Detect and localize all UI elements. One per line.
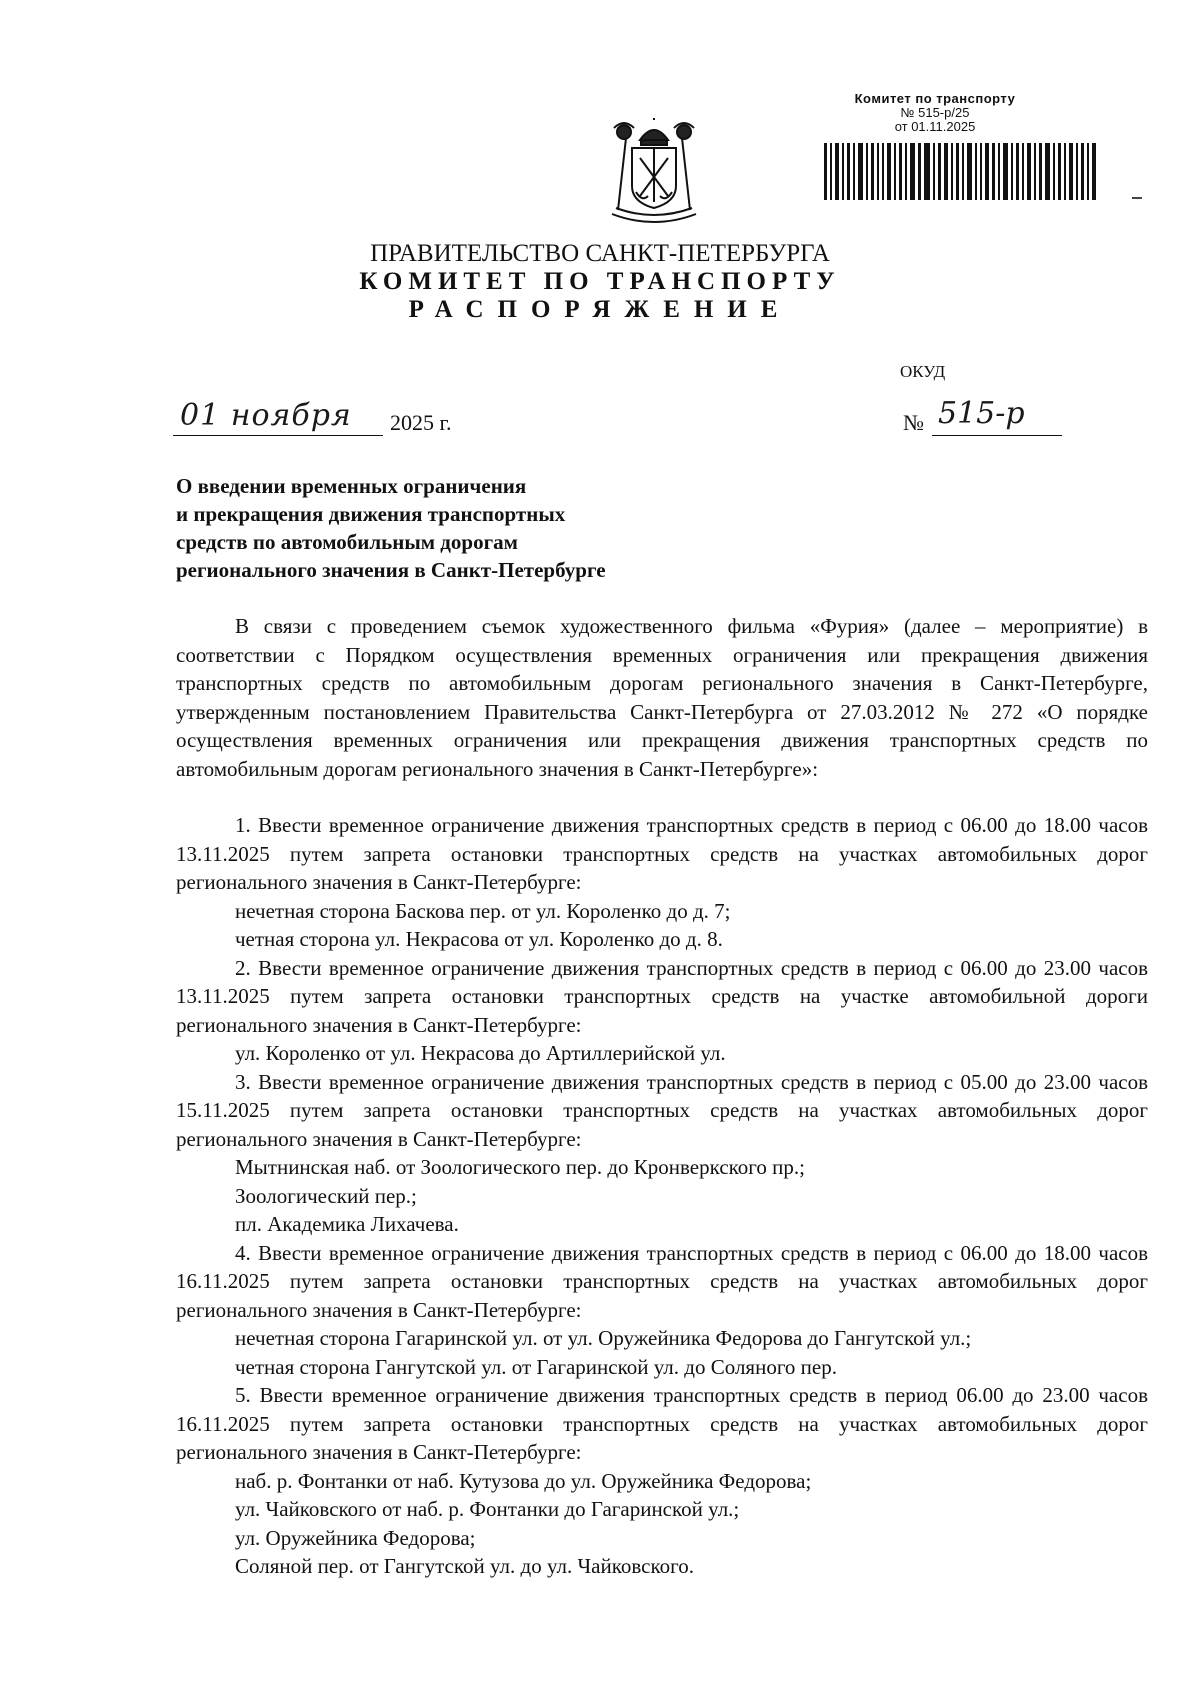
item-1-street: четная сторона ул. Некрасова от ул. Короленко до д. 8. [235,927,723,951]
stamp-date: от 01.11.2025 [894,119,976,134]
stamp-committee: Комитет по транспорту [854,91,1016,106]
title-line: средств по автомобильным дорогам [176,530,518,554]
registration-stamp [820,92,1050,134]
item-3-street: Зоологический пер.; [235,1183,417,1208]
document-body [176,612,1148,1581]
number-sign: № [903,410,924,435]
item-5-street: ул. Чайковского от наб. р. Фонтанки до Гагаринской ул.; [235,1497,740,1521]
stamp-dash [1132,197,1142,199]
item-4: 4. Ввести временное ограничение движения транспортных средств в период с 06.00 до 18.00 часов 16.11.2025 путем запрета остановки транспортных средств на участках автомобильных дорог регионального значения в Санкт-Петербурге: [176,1240,1148,1322]
item-2-street: ул. Короленко от ул. Некрасова до Артиллерийской ул. [235,1041,726,1065]
item-1: 1. Ввести временное ограничение движения транспортных средств в период с 06.00 до 18.00 часов 13.11.2025 путем запрета остановки транспортных средств на участках автомобильных дорог регионального значения в Санкт-Петербурге: [176,813,1148,894]
item-4-street: нечетная сторона Гагаринской ул. от ул. Оружейника Федорова до Гангутской ул.; [235,1326,972,1350]
item-4-street: четная сторона Гангутской ул. от Гагаринской ул. до Соляного пер. [235,1354,837,1379]
stamp-number: № 515-р/25 [900,105,970,120]
item-1-street: нечетная сторона Баскова пер. от ул. Короленко до д. 7; [235,898,731,923]
document-title [176,472,736,584]
item-3-street: пл. Академика Лихачева. [235,1212,459,1236]
item-3-street: Мытнинская наб. от Зоологического пер. до Кронверкского пр.; [235,1155,805,1179]
handwritten-number: 515-р [938,396,1025,431]
barcode [824,143,1100,200]
title-line: и прекращения движения транспортных [176,502,566,526]
document-type: РАСПОРЯЖЕНИЕ [408,296,792,323]
item-5: 5. Ввести временное ограничение движения транспортных средств в период 06.00 до 23.00 часов 16.11.2025 путем запрета остановки транспортных средств на участках автомобильных дорог регионального значения в Санкт-Петербурге: [176,1383,1148,1464]
title-line: регионального значения в Санкт-Петербурге [176,558,606,582]
item-5-street: ул. Оружейника Федорова; [235,1525,476,1550]
date-year: 2025 г. [390,410,452,435]
okud-label: ОКУД [900,362,946,381]
coat-of-arms-icon [598,118,710,226]
title-line: О введении временных ограничения [176,474,527,498]
item-5-street: Соляной пер. от Гангутской ул. до ул. Чайковского. [235,1554,694,1578]
item-5-street: наб. р. Фонтанки от наб. Кутузова до ул. Оружейника Федорова; [235,1468,812,1493]
committee-title: КОМИТЕТ ПО ТРАНСПОРТУ [359,268,841,295]
government-title: ПРАВИТЕЛЬСТВО САНКТ-ПЕТЕРБУРГА [370,240,830,267]
handwritten-date: 01 ноября [180,398,352,433]
item-3: 3. Ввести временное ограничение движения транспортных средств в период с 05.00 до 23.00 часов 15.11.2025 путем запрета остановки транспортных средств на участках автомобильных дорог регионального значения в Санкт-Петербурге: [176,1069,1148,1151]
preamble: В связи с проведением съемок художественного фильма «Фурия» (далее – мероприятие) в соответствии с Порядком осуществления временных ограничения или прекращения движения транспортных средств по автомобильным дорогам регионального значения в Санкт-Петербурге, утвержденным постановлением Правительства Санкт-Петербурга от 27.03.2012 № 272 «О порядке осуществления временных ограничения или прекращения движения транспортных средств по автомобильным дорогам регионального значения в Санкт-Петербурге»: [176,614,1148,781]
item-2: 2. Ввести временное ограничение движения транспортных средств в период с 06.00 до 23.00 часов 13.11.2025 путем запрета остановки транспортных средств на участке автомобильной дороги регионального значения в Санкт-Петербурге: [176,955,1148,1037]
